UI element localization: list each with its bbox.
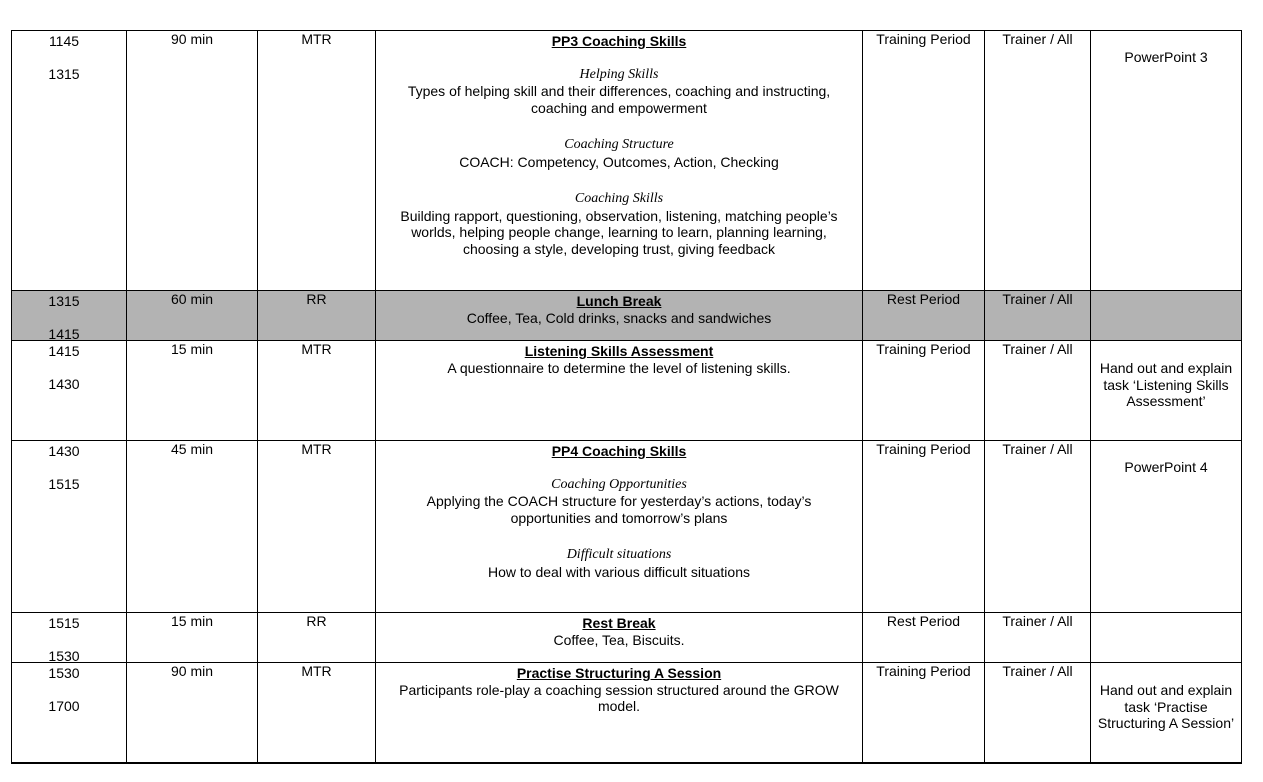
- end-time: 1315: [48, 66, 80, 82]
- section-text: Applying the COACH structure for yesterday’s actions, today’s opportunities and tomorrow’s plans: [426, 493, 812, 526]
- resources-cell: Hand out and explain task ‘Listening Skills Assessment’: [1091, 341, 1242, 441]
- period-cell: Training Period: [863, 31, 985, 291]
- table-row: [12, 341, 1242, 441]
- code-cell: MTR: [258, 31, 376, 291]
- activity-cell: [376, 663, 863, 763]
- time-cell: [12, 613, 127, 663]
- duration-cell: 45 min: [127, 441, 258, 613]
- section-text: COACH: Competency, Outcomes, Action, Checking: [459, 153, 779, 170]
- code-cell: RR: [258, 291, 376, 341]
- table-row: [12, 663, 1242, 763]
- activity-title: Practise Structuring A Session: [516, 665, 722, 681]
- resources-cell: PowerPoint 3: [1091, 31, 1242, 291]
- resources-cell: PowerPoint 4: [1091, 441, 1242, 613]
- time-cell: [12, 341, 127, 441]
- resources-cell: [1091, 613, 1242, 663]
- start-time: 1415: [48, 343, 80, 359]
- activity-cell: [376, 613, 863, 663]
- who-cell: Trainer / All: [985, 613, 1091, 663]
- code-cell: MTR: [258, 663, 376, 763]
- activity-title: Lunch Break: [576, 293, 662, 309]
- activity-title: PP4 Coaching Skills: [551, 443, 687, 459]
- activity-cell: [376, 31, 863, 291]
- activity-description: Coffee, Tea, Biscuits.: [553, 631, 685, 648]
- start-time: 1515: [48, 615, 80, 631]
- section-heading: Helping Skills: [579, 66, 659, 82]
- table-row: [12, 441, 1242, 613]
- table-row: [12, 31, 1242, 291]
- duration-cell: 90 min: [127, 663, 258, 763]
- activity-title: PP3 Coaching Skills: [551, 33, 687, 49]
- time-cell: [12, 291, 127, 341]
- start-time: 1530: [48, 665, 80, 681]
- code-cell: MTR: [258, 441, 376, 613]
- activity-description: Coffee, Tea, Cold drinks, snacks and sandwiches: [466, 309, 772, 326]
- period-cell: Training Period: [863, 663, 985, 763]
- activity-title: Rest Break: [582, 615, 656, 631]
- activity-cell: [376, 341, 863, 441]
- section-heading: Coaching Structure: [564, 137, 674, 152]
- section-text: How to deal with various difficult situations: [488, 563, 750, 580]
- duration-cell: 60 min: [127, 291, 258, 341]
- period-cell: Rest Period: [863, 291, 985, 341]
- section-heading: Coaching Opportunities: [551, 476, 687, 492]
- section-heading: Coaching Skills: [574, 191, 664, 206]
- who-cell: Trainer / All: [985, 663, 1091, 763]
- who-cell: Trainer / All: [985, 441, 1091, 613]
- table-row: [12, 291, 1242, 341]
- who-cell: Trainer / All: [985, 31, 1091, 291]
- resources-cell: Hand out and explain task ‘Practise Structuring A Session’: [1091, 663, 1242, 763]
- start-time: 1145: [48, 33, 80, 49]
- time-cell: [12, 441, 127, 613]
- period-cell: Rest Period: [863, 613, 985, 663]
- code-cell: MTR: [258, 341, 376, 441]
- duration-cell: 15 min: [127, 341, 258, 441]
- time-cell: [12, 31, 127, 291]
- who-cell: Trainer / All: [985, 341, 1091, 441]
- activity-title: Listening Skills Assessment: [524, 343, 714, 359]
- end-time: 1430: [48, 376, 80, 392]
- code-cell: RR: [258, 613, 376, 663]
- end-time: 1530: [48, 648, 80, 664]
- activity-cell: [376, 441, 863, 613]
- activity-description: A questionnaire to determine the level of listening skills.: [447, 359, 791, 376]
- section-text: Building rapport, questioning, observation, listening, matching people’s worlds, helping people change, learning to learn, planning learning, choosing a style, developing trust, giving feedback: [400, 207, 838, 257]
- time-cell: [12, 663, 127, 763]
- period-cell: Training Period: [863, 441, 985, 613]
- table-row: [12, 613, 1242, 663]
- who-cell: Trainer / All: [985, 291, 1091, 341]
- end-time: 1700: [48, 698, 80, 714]
- start-time: 1315: [48, 293, 80, 309]
- start-time: 1430: [48, 443, 80, 459]
- activity-description: Participants role-play a coaching session structured around the GROW model.: [399, 681, 839, 714]
- end-time: 1515: [48, 476, 80, 492]
- activity-cell: [376, 291, 863, 341]
- resources-cell: [1091, 291, 1242, 341]
- section-text: Types of helping skill and their differences, coaching and instructing, coaching and empowerment: [407, 83, 831, 116]
- duration-cell: 15 min: [127, 613, 258, 663]
- schedule-table: [11, 30, 1242, 764]
- duration-cell: 90 min: [127, 31, 258, 291]
- end-time: 1415: [48, 326, 80, 342]
- period-cell: Training Period: [863, 341, 985, 441]
- section-heading: Difficult situations: [566, 547, 672, 562]
